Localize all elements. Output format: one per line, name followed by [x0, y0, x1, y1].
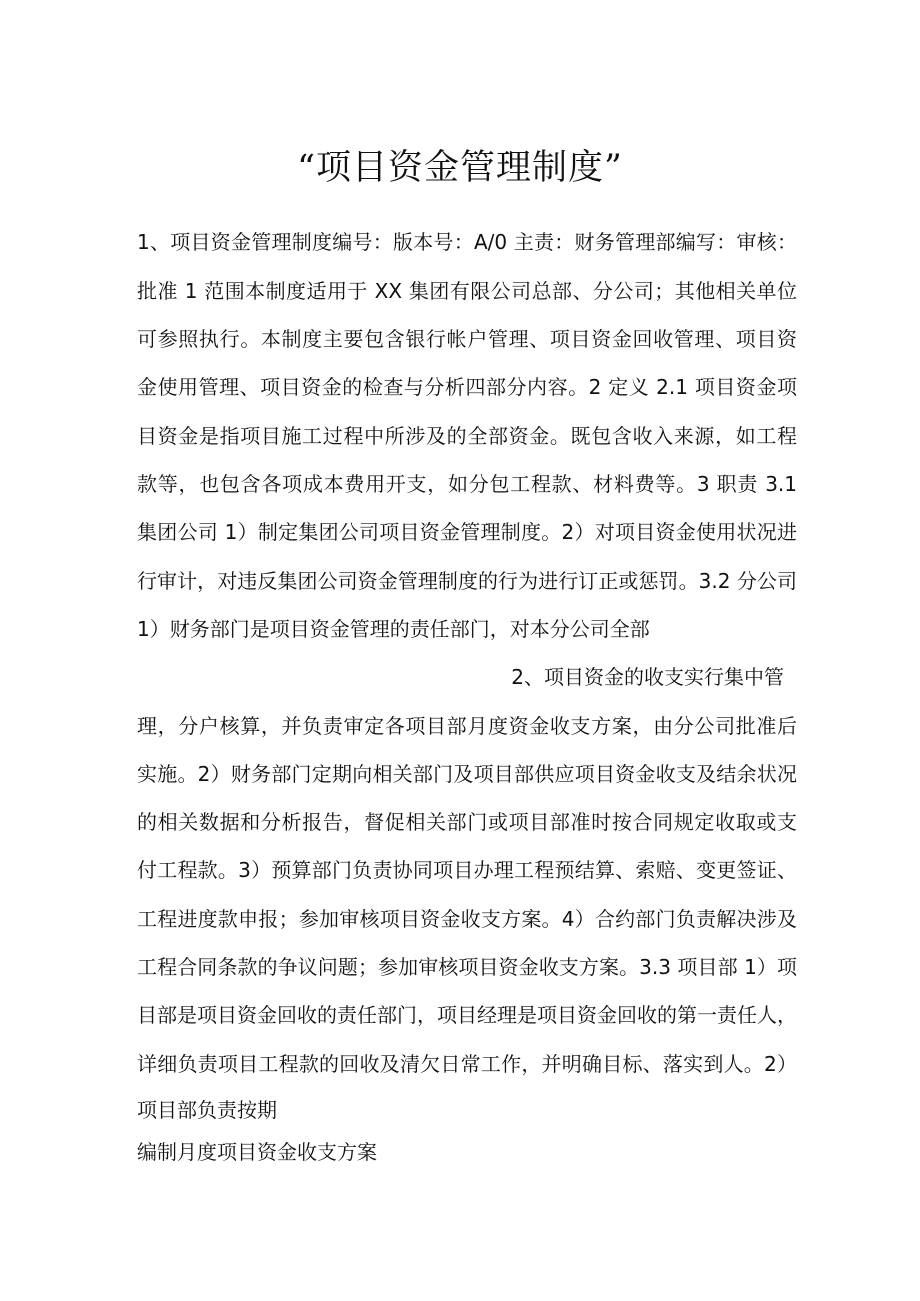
body-line-12: 实施。2）财务部门定期向相关部门及项目部供应项目资金收支及结余状况 — [137, 762, 797, 786]
body-line-13: 的相关数据和分析报告，督促相关部门或项目部准时按合同规定收取或支 — [137, 810, 797, 834]
body-line-18: 详细负责项目工程款的回收及清欠日常工作，并明确目标、落实到人。2） — [137, 1052, 797, 1076]
body-line-17: 目部是项目资金回收的责任部门，项目经理是项目资金回收的第一责任人， — [137, 1003, 797, 1027]
body-line-15: 工程进度款申报；参加审核项目资金收支方案。4）合约部门负责解决涉及 — [137, 907, 797, 931]
body-line-10: 2、项目资金的收支实行集中管 — [511, 665, 784, 689]
body-line-3: 可参照执行。本制度主要包含银行帐户管理、项目资金回收管理、项目资 — [137, 327, 797, 351]
body-line-8: 行审计，对违反集团公司资金管理制度的行为进行订正或惩罚。3.2 分公司 — [137, 569, 797, 593]
body-line-5: 目资金是指项目施工过程中所涉及的全部资金。既包含收入来源，如工程 — [137, 424, 797, 448]
body-line-4: 金使用管理、项目资金的检查与分析四部分内容。2 定义 2.1 项目资金项 — [137, 375, 797, 399]
body-line-2: 批准 1 范围本制度适用于 XX 集团有限公司总部、分公司；其他相关单位 — [137, 279, 797, 303]
body-line-9: 1）财务部门是项目资金管理的责任部门，对本分公司全部 — [137, 617, 650, 641]
body-line-20: 编制月度项目资金收支方案 — [137, 1140, 377, 1164]
body-line-7: 集团公司 1）制定集团公司项目资金管理制度。2）对项目资金使用状况进 — [137, 520, 797, 544]
body-line-19: 项目部负责按期 — [137, 1098, 277, 1122]
body-line-6: 款等，也包含各项成本费用开支，如分包工程款、材料费等。3 职责 3.1 — [137, 472, 797, 496]
body-line-11: 理，分户核算，并负责审定各项目部月度资金收支方案，由分公司批准后 — [137, 714, 797, 738]
body-line-16: 工程合同条款的争议问题；参加审核项目资金收支方案。3.3 项目部 1）项 — [137, 955, 797, 979]
body-line-1: 1、项目资金管理制度编号：版本号：A/0 主责：财务管理部编写：审核： — [137, 230, 797, 254]
body-line-14: 付工程款。3）预算部门负责协同项目办理工程预结算、索赔、变更签证、 — [137, 858, 797, 882]
document-title: “项目资金管理制度” — [297, 148, 623, 188]
